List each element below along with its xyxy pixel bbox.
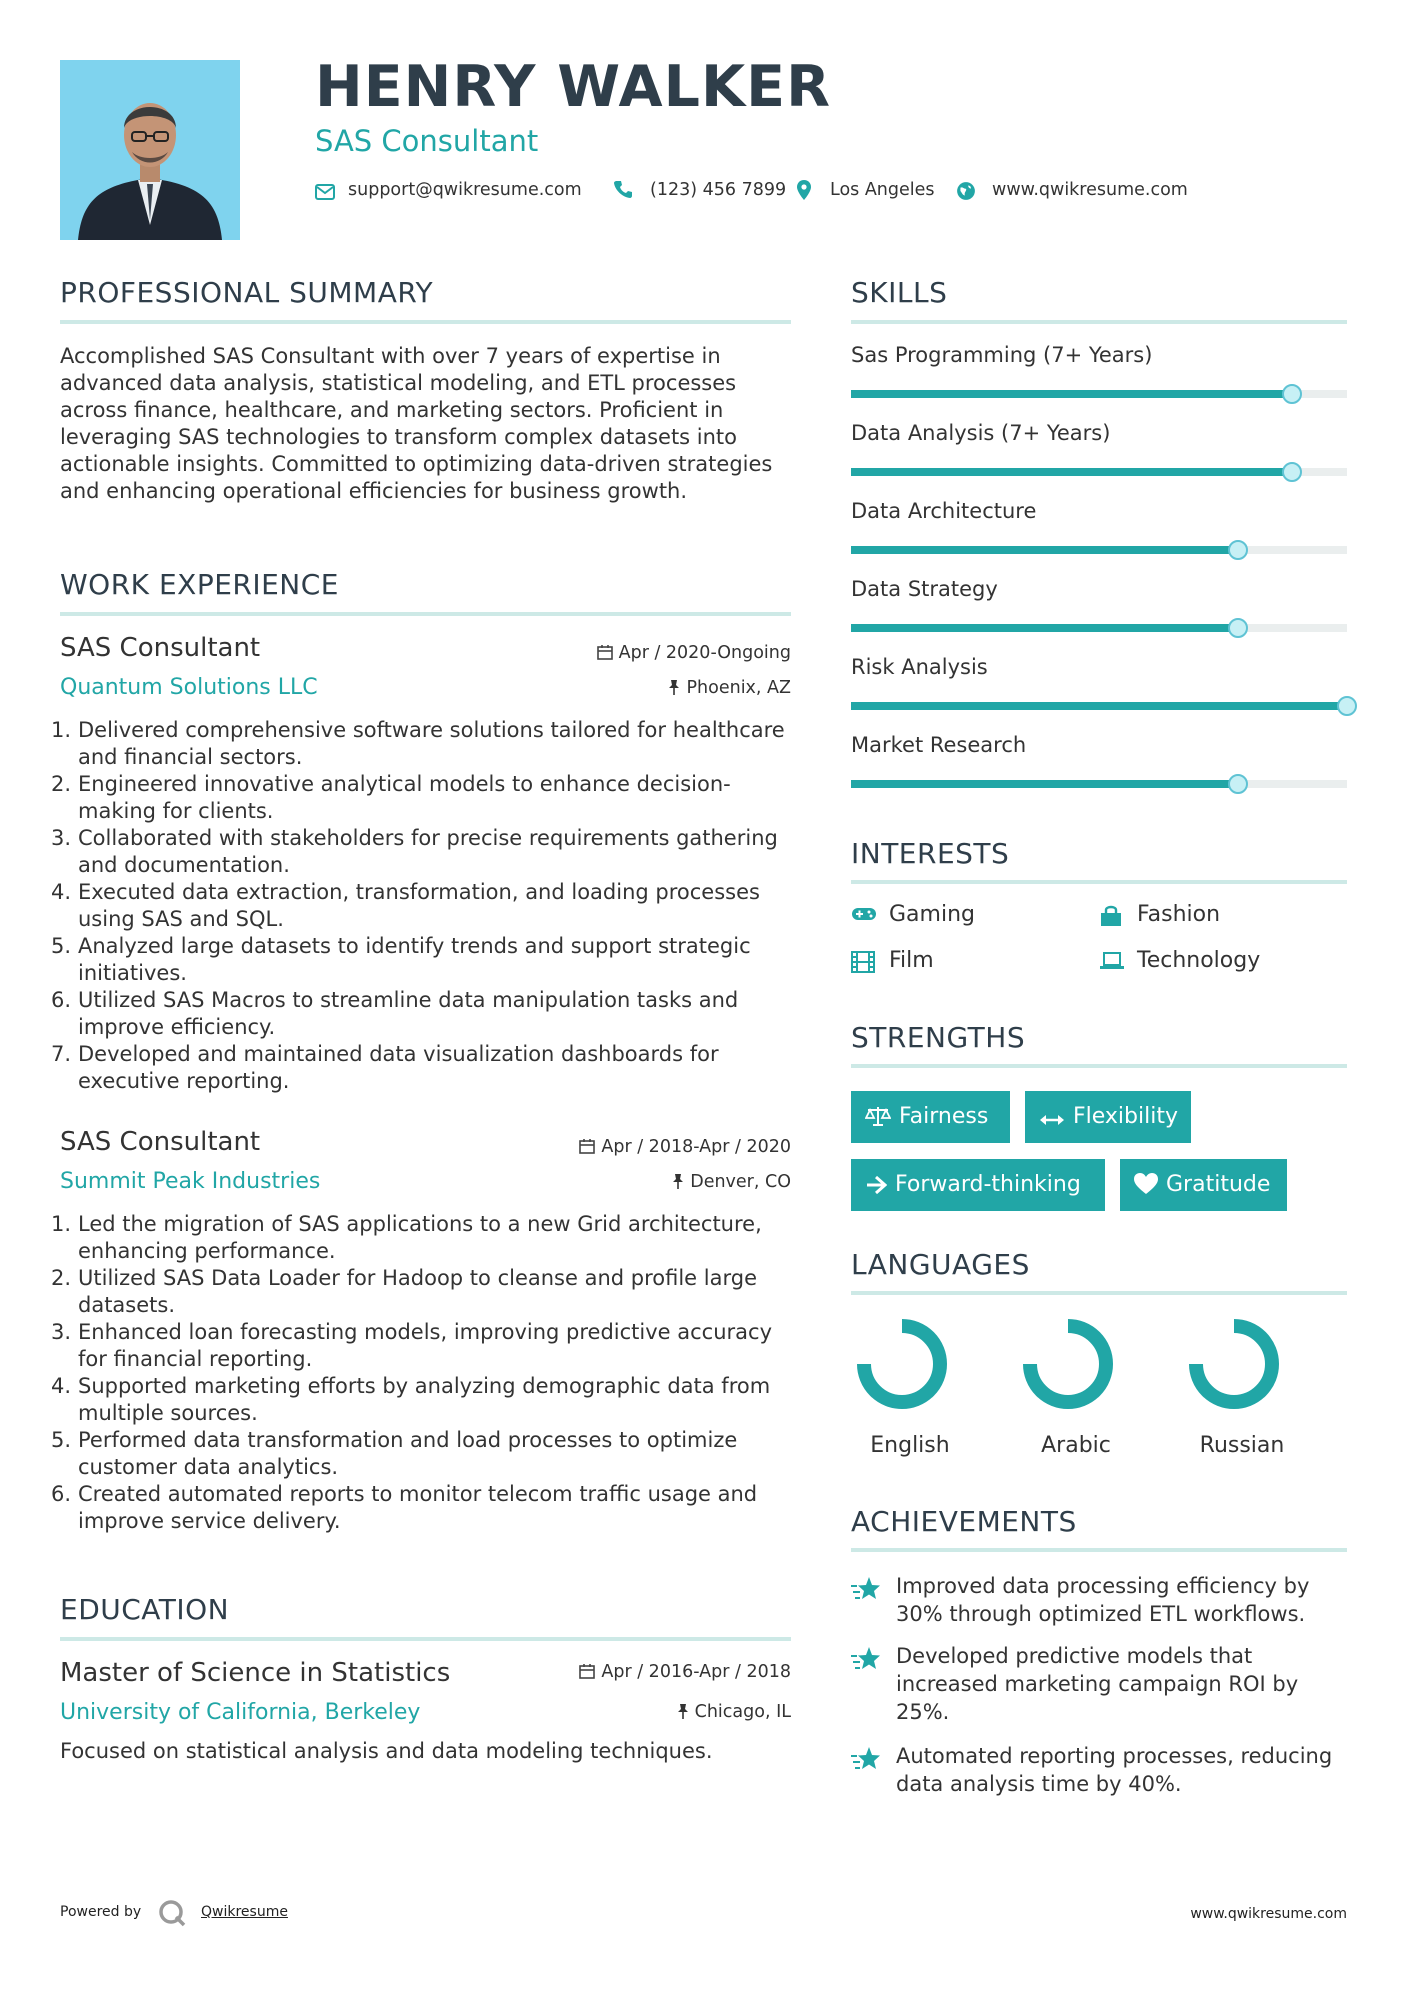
arrows-horizontal-icon <box>1039 1113 1065 1127</box>
interest-item <box>1099 948 1299 978</box>
footer-website[interactable]: www.qwikresume.com <box>1190 1906 1347 1922</box>
skill-bar <box>851 546 1347 554</box>
job-location-text: Phoenix, AZ <box>686 678 791 698</box>
job-dates <box>579 1137 791 1157</box>
interest-item <box>851 902 1051 932</box>
job-company: Quantum Solutions LLC <box>60 675 318 700</box>
education-dates <box>579 1662 791 1682</box>
calendar-icon <box>579 1663 595 1679</box>
skill-bar <box>851 390 1347 398</box>
achievements-divider <box>851 1548 1347 1552</box>
skill-label: Data Architecture <box>851 499 1037 523</box>
star-achievement-icon <box>851 1746 881 1772</box>
education-school: University of California, Berkeley <box>60 1700 421 1725</box>
skill-bar-fill <box>851 780 1238 788</box>
achievement-text: Improved data processing efficiency by 30% through optimized ETL workflows. <box>896 1574 1310 1626</box>
skill-bar-fill <box>851 390 1292 398</box>
language-label: English <box>870 1433 950 1458</box>
candidate-title: SAS Consultant <box>315 124 539 158</box>
skill-bar <box>851 780 1347 788</box>
interest-item <box>1099 902 1299 932</box>
achievement-text: Developed predictive models that increased marketing campaign ROI by 25%. <box>896 1644 1299 1724</box>
skill-label: Sas Programming (7+ Years) <box>851 343 1153 367</box>
strength-label: Fairness <box>899 1104 989 1129</box>
laptop-icon <box>1099 951 1125 971</box>
language-label: Arabic <box>1041 1433 1111 1458</box>
gamepad-icon <box>851 905 877 923</box>
envelope-icon <box>315 182 335 202</box>
skill-bar-knob <box>1228 540 1248 560</box>
job-location-text: Denver, CO <box>690 1172 791 1192</box>
language-level-ring <box>1188 1318 1280 1410</box>
contact-location: Los Angeles <box>830 180 935 200</box>
education-divider <box>60 1637 791 1641</box>
language-level-ring <box>856 1318 948 1410</box>
job-dates-text: Apr / 2020-Ongoing <box>618 643 791 663</box>
list-item: Developed and maintained data visualization dashboards for executive reporting. <box>78 1042 719 1093</box>
job-bullets <box>60 717 800 1095</box>
language-label: Russian <box>1199 1433 1285 1458</box>
phone-icon <box>614 180 634 200</box>
job-bullets <box>60 1211 800 1535</box>
job-company: Summit Peak Industries <box>60 1169 321 1194</box>
education-heading: EDUCATION <box>60 1593 230 1626</box>
skill-label: Market Research <box>851 733 1027 757</box>
skill-bar <box>851 468 1347 476</box>
list-item: Enhanced loan forecasting models, improving predictive accuracy for financial reporting. <box>78 1320 773 1371</box>
list-item: Supported marketing efforts by analyzing demographic data from multiple sources. <box>78 1374 771 1425</box>
experience-divider <box>60 612 791 616</box>
skill-bar-knob <box>1282 462 1302 482</box>
star-achievement-icon <box>851 1646 881 1672</box>
arrow-right-icon <box>865 1175 887 1195</box>
shopping-bag-icon <box>1099 905 1123 927</box>
job-dates <box>597 643 791 663</box>
list-item: Utilized SAS Data Loader for Hadoop to cleanse and profile large datasets. <box>78 1266 757 1317</box>
pushpin-icon <box>668 679 680 695</box>
skill-bar-fill <box>851 624 1238 632</box>
skill-bar-knob <box>1282 384 1302 404</box>
footer-powered-by: Powered by <box>60 1904 142 1920</box>
skill-bar <box>851 624 1347 632</box>
location-pin-icon <box>794 180 814 200</box>
calendar-icon <box>597 644 613 660</box>
interest-label: Film <box>889 948 934 973</box>
skill-bar-knob <box>1337 696 1357 716</box>
person-portrait-image <box>60 60 240 240</box>
summary-heading: PROFESSIONAL SUMMARY <box>60 276 434 309</box>
list-item: Created automated reports to monitor telecom traffic usage and improve service delivery. <box>78 1482 758 1533</box>
education-description: Focused on statistical analysis and data modeling techniques. <box>60 1739 713 1763</box>
job-role: SAS Consultant <box>60 1127 261 1157</box>
list-item: Collaborated with stakeholders for precise requirements gathering and documentation. <box>78 826 778 877</box>
skill-bar-knob <box>1228 774 1248 794</box>
strength-label: Forward-thinking <box>895 1172 1081 1197</box>
job-dates-text: Apr / 2018-Apr / 2020 <box>601 1137 791 1157</box>
interests-heading: INTERESTS <box>851 837 1010 870</box>
education-location <box>677 1702 791 1722</box>
education-degree: Master of Science in Statistics <box>60 1658 451 1688</box>
list-item: Led the migration of SAS applications to a new Grid architecture, enhancing performance. <box>78 1212 762 1263</box>
strengths-heading: STRENGTHS <box>851 1021 1026 1054</box>
skills-divider <box>851 320 1347 324</box>
strength-chip <box>1025 1091 1191 1143</box>
interest-item <box>851 948 1051 978</box>
job-location <box>668 678 791 698</box>
strength-chip <box>851 1159 1105 1211</box>
skill-bar-fill <box>851 702 1347 710</box>
skill-label: Data Strategy <box>851 577 998 601</box>
list-item: Delivered comprehensive software solutions tailored for healthcare and financial sectors. <box>78 718 785 769</box>
skill-bar <box>851 702 1347 710</box>
strength-label: Gratitude <box>1166 1172 1271 1197</box>
job-location <box>672 1172 791 1192</box>
skill-bar-knob <box>1228 618 1248 638</box>
interest-label: Technology <box>1137 948 1261 973</box>
star-achievement-icon <box>851 1576 881 1602</box>
profile-photo <box>60 60 240 240</box>
skill-bar-fill <box>851 546 1238 554</box>
strength-label: Flexibility <box>1073 1104 1178 1129</box>
languages-heading: LANGUAGES <box>851 1248 1030 1281</box>
balance-scale-icon <box>865 1105 891 1127</box>
list-item: Performed data transformation and load processes to optimize customer data analytics. <box>78 1428 738 1479</box>
education-location-text: Chicago, IL <box>694 1702 791 1722</box>
languages-divider <box>851 1291 1347 1295</box>
film-icon <box>851 951 875 973</box>
footer-brand-link[interactable]: Qwikresume <box>201 1904 288 1920</box>
qwikresume-logo-icon <box>158 1899 188 1927</box>
skill-label: Risk Analysis <box>851 655 988 679</box>
interest-label: Fashion <box>1137 902 1221 927</box>
interests-divider <box>851 880 1347 884</box>
job-role: SAS Consultant <box>60 633 261 663</box>
experience-heading: WORK EXPERIENCE <box>60 568 339 601</box>
contact-phone[interactable]: (123) 456 7899 <box>650 180 787 200</box>
summary-text: Accomplished SAS Consultant with over 7 years of expertise in advanced data analysis, statistical modeling, and ETL processes across finance, healthcare, and marketing sectors. Proficient in leveraging SAS technologies to transform complex datasets into actionable insights. Committed to optimizing data-driven strategies and enhancing operational efficiencies for business growth. <box>60 344 773 503</box>
list-item: Executed data extraction, transformation, and loading processes using SAS and SQL. <box>78 880 760 931</box>
strengths-divider <box>851 1064 1347 1068</box>
contact-email[interactable]: support@qwikresume.com <box>348 180 582 200</box>
summary-divider <box>60 320 791 324</box>
calendar-icon <box>579 1138 595 1154</box>
education-dates-text: Apr / 2016-Apr / 2018 <box>601 1662 791 1682</box>
achievement-text: Automated reporting processes, reducing data analysis time by 40%. <box>896 1744 1333 1796</box>
strength-chip <box>851 1091 1010 1143</box>
list-item: Utilized SAS Macros to streamline data manipulation tasks and improve efficiency. <box>78 988 739 1039</box>
skills-heading: SKILLS <box>851 276 948 309</box>
pushpin-icon <box>672 1173 684 1189</box>
globe-icon <box>956 181 976 201</box>
candidate-name: HENRY WALKER <box>315 54 831 120</box>
skill-label: Data Analysis (7+ Years) <box>851 421 1111 445</box>
list-item: Analyzed large datasets to identify trends and support strategic initiatives. <box>78 934 751 985</box>
interest-label: Gaming <box>889 902 975 927</box>
skill-bar-fill <box>851 468 1292 476</box>
list-item: Engineered innovative analytical models to enhance decision-making for clients. <box>78 772 731 823</box>
language-level-ring <box>1022 1318 1114 1410</box>
strength-chip <box>1120 1159 1287 1211</box>
pushpin-icon <box>677 1703 689 1719</box>
contact-website[interactable]: www.qwikresume.com <box>992 180 1188 200</box>
achievements-heading: ACHIEVEMENTS <box>851 1505 1077 1538</box>
heart-icon <box>1134 1173 1158 1195</box>
